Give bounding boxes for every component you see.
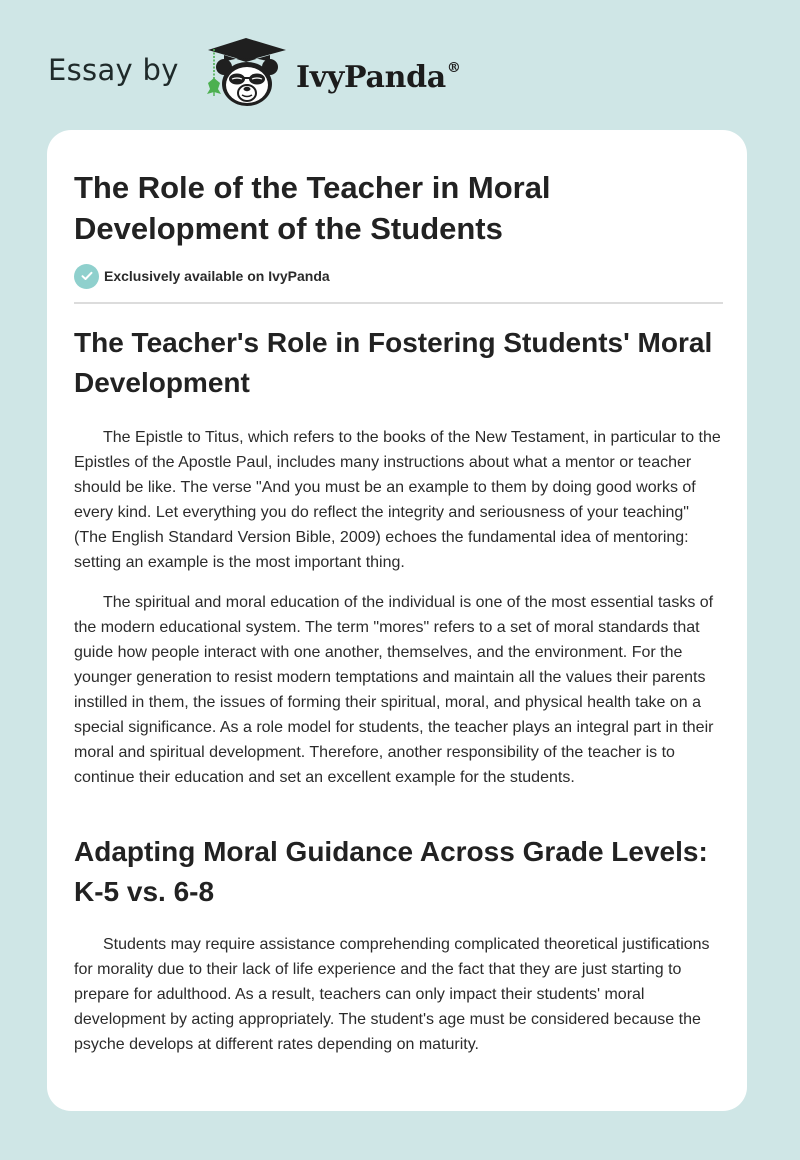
essay-by-label: Essay by	[48, 53, 179, 87]
paragraph: Students may require assistance comprehending complicated theoretical justifications for morality due to their lack of life experience and the fact that they are just starting to prepare for adulthood. As a result, teachers can only impact their students' moral development by acting appropriately. The student's age must be considered because the psyche develops at different rates depending on maturity.	[74, 936, 710, 1053]
brand-name[interactable]	[296, 52, 461, 98]
exclusive-label: Exclusively available on IvyPanda	[104, 268, 330, 284]
registered-mark: ®	[446, 60, 461, 76]
section-heading-teacher-role: The Teacher's Role in Fostering Students' Moral Development	[74, 327, 713, 398]
brand-name-text: IvyPanda	[296, 60, 446, 95]
check-circle-icon	[74, 264, 99, 289]
paragraph: The spiritual and moral education of the individual is one of the most essential tasks of the modern educational system. The term "mores" refers to a set of moral standards that guide how people interact with one another, themselves, and the environment. For the younger generation to resist modern temptations and maintain all the values their parents instilled in them, the issues of forming their spiritual, moral, and physical health take on a special significance. As a role model for students, the teacher plays an integral part in their moral and spiritual development. Therefore, another responsibility of the teacher is to continue their education and set an excellent example for the students.	[74, 594, 714, 786]
panda-logo-icon[interactable]	[200, 34, 292, 108]
section-heading-grade-levels: Adapting Moral Guidance Across Grade Levels: K-5 vs. 6-8	[74, 836, 708, 907]
site-header	[0, 0, 800, 130]
essay-card	[47, 130, 747, 1111]
divider	[74, 302, 723, 304]
exclusive-badge	[74, 263, 330, 289]
paragraph: The Epistle to Titus, which refers to the books of the New Testament, in particular to the Epistles of the Apostle Paul, includes many instructions about what a mentor or teacher should be like. The verse "And you must be an example to them by doing good works of every kind. Let everything you do reflect the integrity and seriousness of your teaching" (The English Standard Version Bible, 2009) echoes the fundamental idea of mentoring: setting an example is the most important thing.	[74, 429, 721, 571]
page-title: The Role of the Teacher in Moral Development of the Students	[74, 170, 551, 246]
